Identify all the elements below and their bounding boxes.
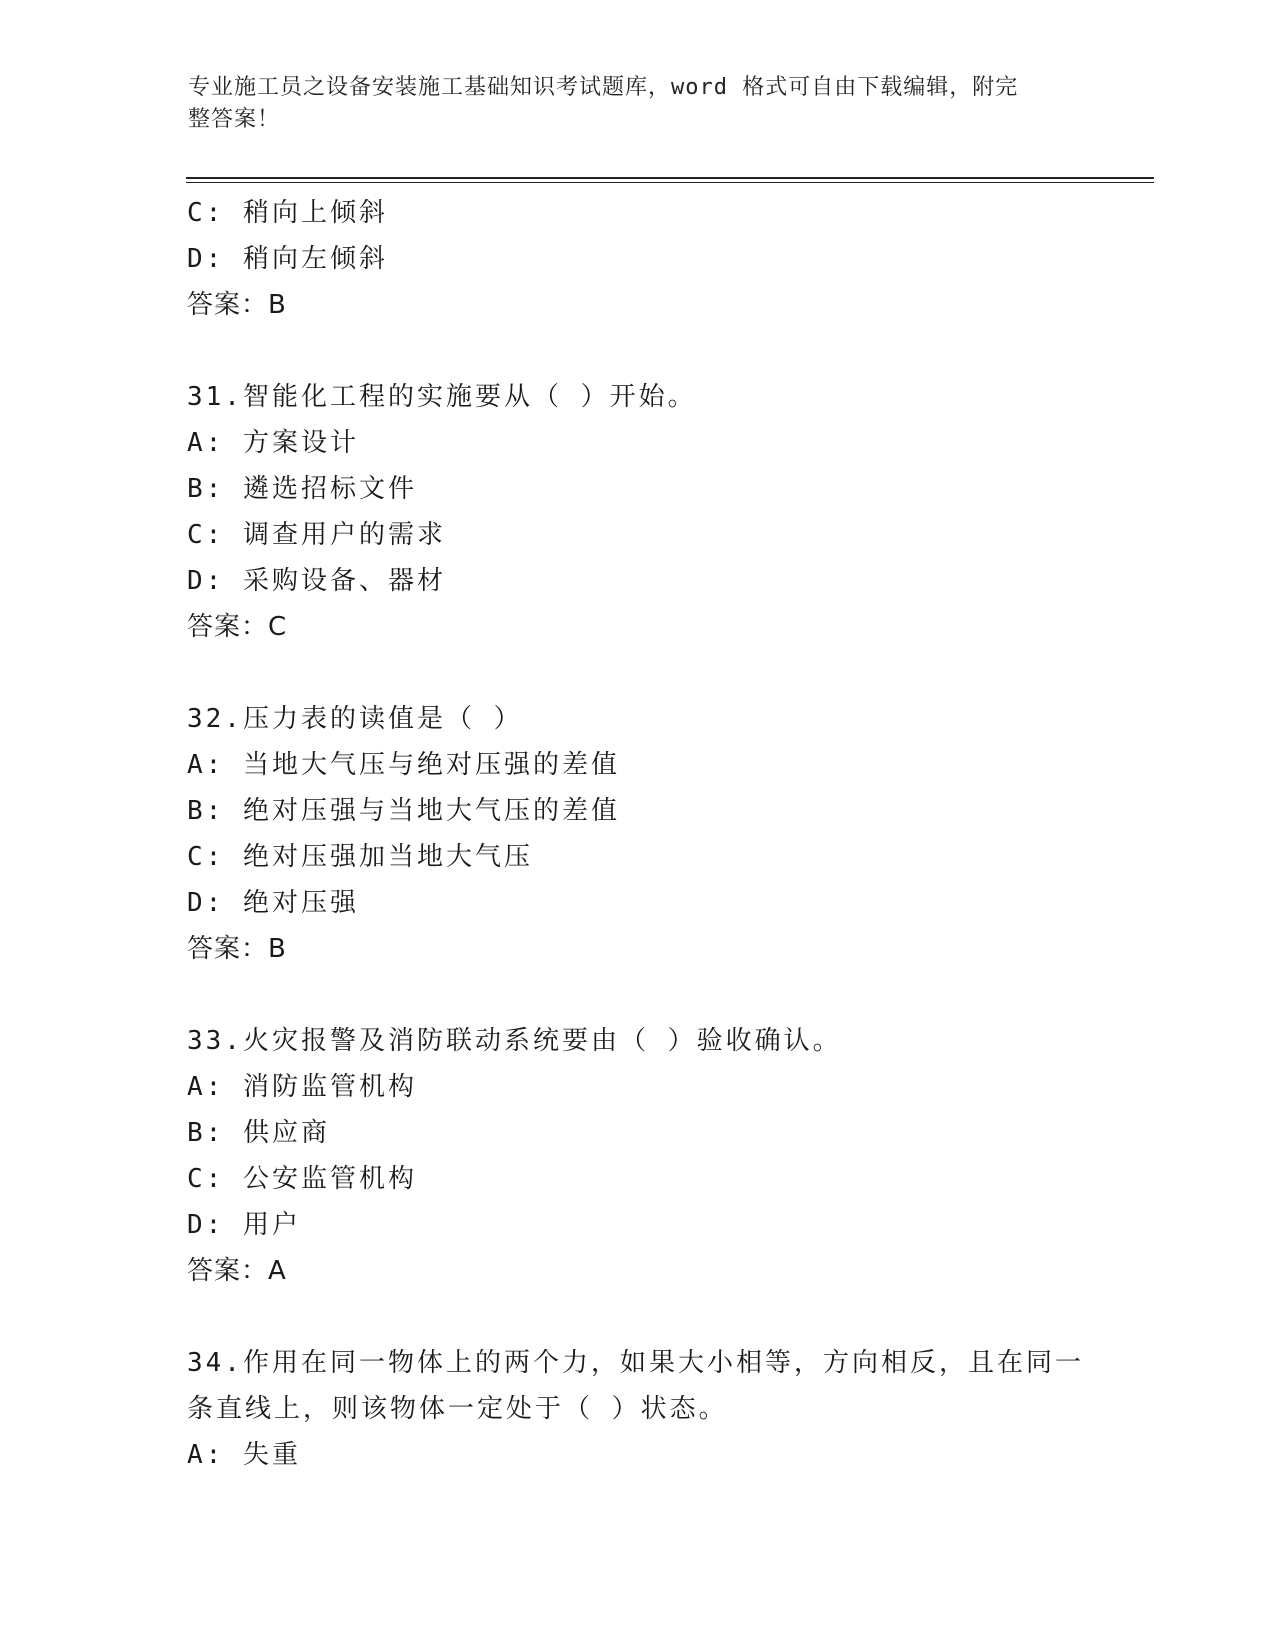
question-32 xyxy=(187,696,1087,972)
answer-line: 答案：A xyxy=(187,1256,287,1286)
spacer xyxy=(187,1294,1087,1340)
option-a: A: 失重 xyxy=(187,1440,301,1470)
question-33 xyxy=(187,1018,1087,1294)
question-stem: 32.压力表的读值是（ ） xyxy=(187,704,523,734)
answer-line: 答案：B xyxy=(187,934,287,964)
question-list xyxy=(187,190,1087,1478)
header-divider-thin xyxy=(186,182,1154,183)
answer-line: 答案：B xyxy=(187,290,287,320)
option-c: C: 公安监管机构 xyxy=(187,1164,417,1194)
option-a: A: 方案设计 xyxy=(187,428,359,458)
answer-line: 答案：C xyxy=(187,612,288,642)
spacer xyxy=(187,972,1087,1018)
option-a: A: 消防监管机构 xyxy=(187,1072,417,1102)
question-stem-line-2: 条直线上，则该物体一定处于（ ）状态。 xyxy=(187,1394,728,1424)
option-b: B: 绝对压强与当地大气压的差值 xyxy=(187,796,620,826)
option-b: B: 遴选招标文件 xyxy=(187,474,417,504)
question-stem-line-1: 34.作用在同一物体上的两个力，如果大小相等，方向相反，且在同一 xyxy=(187,1348,1084,1378)
header-line-1: 专业施工员之设备安装施工基础知识考试题库，word 格式可自由下载编辑，附完 xyxy=(188,75,1019,100)
question-stem: 31.智能化工程的实施要从（ ）开始。 xyxy=(187,382,697,412)
option-c: C: 绝对压强加当地大气压 xyxy=(187,842,533,872)
spacer xyxy=(187,328,1087,374)
question-31 xyxy=(187,374,1087,650)
question-30-tail xyxy=(187,190,1087,328)
option-a: A: 当地大气压与绝对压强的差值 xyxy=(187,750,620,780)
spacer xyxy=(187,650,1087,696)
question-34 xyxy=(187,1340,1087,1478)
option-d: D: 采购设备、器材 xyxy=(187,566,446,596)
option-d: D: 绝对压强 xyxy=(187,888,359,918)
document-header xyxy=(188,72,1068,136)
option-c: C: 稍向上倾斜 xyxy=(187,198,388,228)
option-c: C: 调查用户的需求 xyxy=(187,520,446,550)
option-b: B: 供应商 xyxy=(187,1118,330,1148)
header-line-2: 整答案！ xyxy=(188,107,281,132)
option-d: D: 稍向左倾斜 xyxy=(187,244,388,274)
header-divider-thick xyxy=(186,177,1154,179)
question-stem: 33.火灾报警及消防联动系统要由（ ）验收确认。 xyxy=(187,1026,842,1056)
option-d: D: 用户 xyxy=(187,1210,301,1240)
